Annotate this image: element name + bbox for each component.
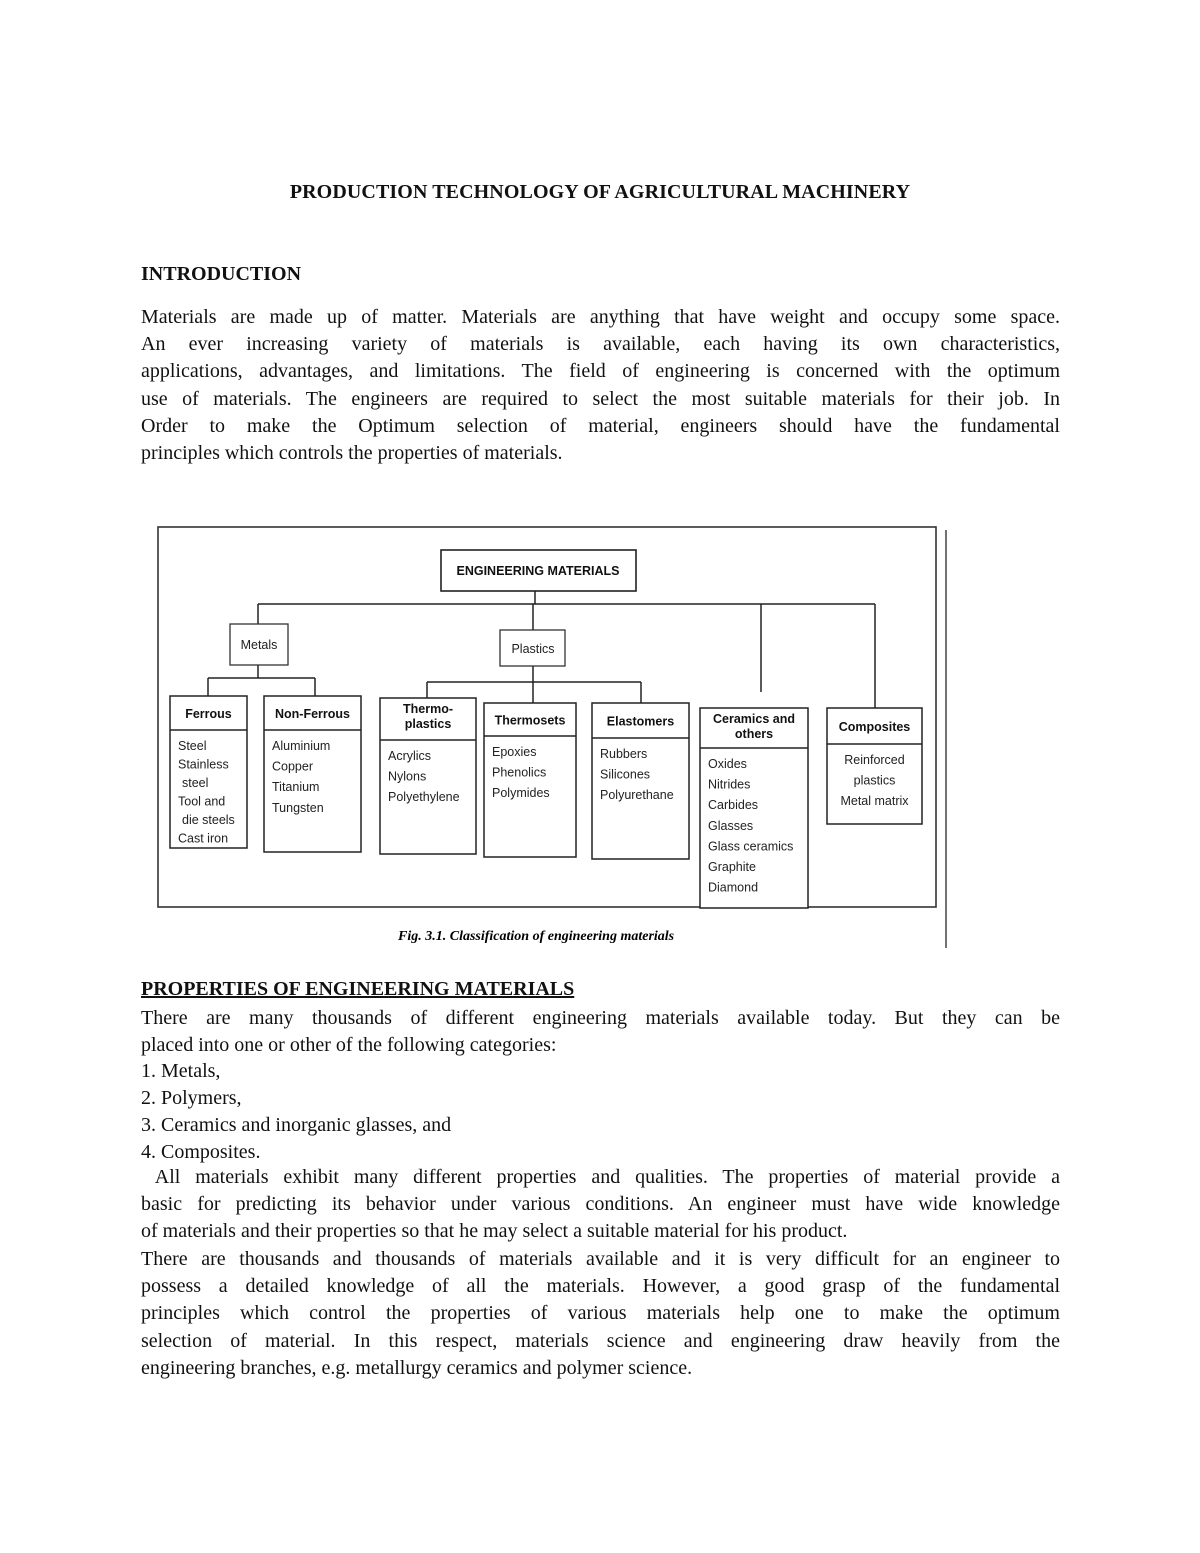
introduction-heading: INTRODUCTION — [141, 263, 302, 285]
classification-figure — [148, 520, 954, 952]
category-item: Nylons — [388, 769, 427, 784]
category-item: Steel — [178, 739, 207, 753]
paragraph-line: An ever increasing variety of materials is available, each having its own characteristics, — [141, 333, 1060, 356]
category-item: Polyurethane — [600, 788, 674, 803]
list-item: 4. Composites. — [141, 1141, 261, 1163]
paragraph-line: basic for predicting its behavior under various conditions. An engineer must have wide knowledge — [141, 1193, 1060, 1216]
category-item: Rubbers — [600, 747, 648, 761]
category-item: die steels — [182, 813, 235, 827]
paragraph-line: placed into one or other of the following categories: — [141, 1034, 557, 1057]
plastics-label: Plastics — [511, 642, 555, 656]
list-item: 3. Ceramics and inorganic glasses, and — [141, 1114, 452, 1136]
category-item: Graphite — [708, 860, 756, 874]
paragraph-line: applications, advantages, and limitations. The field of engineering is concerned with the optimum — [141, 360, 1060, 383]
category-item: Polymides — [492, 786, 550, 801]
category-title: Thermo- — [403, 702, 453, 716]
category-item: Diamond — [708, 880, 759, 895]
category-title: Composites — [838, 720, 911, 734]
paragraph-line: principles which control the properties of various materials help one to make the optimum — [141, 1302, 1060, 1325]
paragraph-line: Order to make the Optimum selection of material, engineers should have the fundamental — [141, 414, 1060, 437]
category-item: Glasses — [708, 818, 754, 833]
paragraph-line: selection of material. In this respect, materials science and engineering draw heavily from the — [141, 1329, 1060, 1352]
category-item: Tungsten — [272, 800, 324, 815]
category-item: Stainless — [178, 757, 229, 772]
paragraph-line: of materials and their properties so that he may select a suitable material for his product. — [141, 1220, 848, 1243]
category-title: Non-Ferrous — [275, 707, 350, 721]
categories-list — [141, 1058, 451, 1166]
classification-diagram — [148, 520, 954, 952]
category-item: steel — [182, 776, 209, 790]
category-item: Silicones — [600, 767, 651, 782]
category-item: Phenolics — [492, 765, 547, 780]
category-item: Polyethylene — [388, 790, 460, 805]
category-title: Ferrous — [185, 707, 232, 721]
all-materials-paragraph — [141, 1164, 1060, 1246]
document-title: PRODUCTION TECHNOLOGY OF AGRICULTURAL MACHINERY — [289, 181, 911, 203]
paragraph-line: use of materials. The engineers are required to select the most suitable materials for their job. In — [141, 387, 1060, 410]
list-item: 1. Metals, — [141, 1060, 221, 1082]
category-item: Titanium — [272, 780, 320, 795]
category-title: Thermosets — [494, 713, 566, 728]
paragraph-line: Materials are made up of matter. Materials are anything that have weight and occupy some space. — [141, 306, 1060, 328]
category-item: Cast iron — [178, 831, 229, 846]
root-label: ENGINEERING MATERIALS — [456, 564, 620, 578]
category-item: Carbides — [708, 798, 759, 813]
properties-paragraph — [141, 1005, 1060, 1059]
category-item: Epoxies — [492, 745, 537, 759]
introduction-paragraph — [141, 304, 1060, 467]
paragraph-line: There are many thousands of different engineering materials available today. But they can be — [141, 1007, 1060, 1029]
category-item: Tool and — [178, 794, 226, 809]
category-boxes — [170, 696, 922, 908]
thousands-paragraph — [141, 1246, 1060, 1382]
category-item: Copper — [272, 759, 313, 774]
metals-label: Metals — [240, 638, 278, 652]
category-title: plastics — [404, 717, 452, 731]
category-item: Aluminium — [272, 739, 331, 753]
paragraph-line: possess a detailed knowledge of all the materials. However, a good grasp of the fundamental — [141, 1275, 1060, 1298]
category-item: plastics — [853, 773, 896, 788]
category-title: Ceramics and — [713, 712, 795, 726]
properties-heading: PROPERTIES OF ENGINEERING MATERIALS — [141, 978, 575, 1000]
paragraph-line: There are thousands and thousands of materials available and it is very difficult for an engineer to — [141, 1248, 1060, 1270]
category-item: Acrylics — [388, 749, 432, 763]
category-title: others — [734, 727, 774, 741]
list-item: 2. Polymers, — [141, 1087, 242, 1109]
category-item: Glass ceramics — [708, 839, 794, 854]
category-item: Metal matrix — [840, 794, 909, 809]
paragraph-line: All materials exhibit many different properties and qualities. The properties of material provide a — [141, 1166, 1060, 1188]
paragraph-line: engineering branches, e.g. metallurgy ceramics and polymer science. — [141, 1356, 693, 1379]
category-title: Elastomers — [606, 714, 675, 729]
category-item: Reinforced — [844, 753, 905, 767]
category-item: Nitrides — [708, 777, 751, 792]
figure-caption: Fig. 3.1. Classification of engineering materials — [398, 929, 675, 944]
paragraph-line: principles which controls the properties of materials. — [141, 442, 563, 465]
category-item: Oxides — [708, 757, 747, 771]
